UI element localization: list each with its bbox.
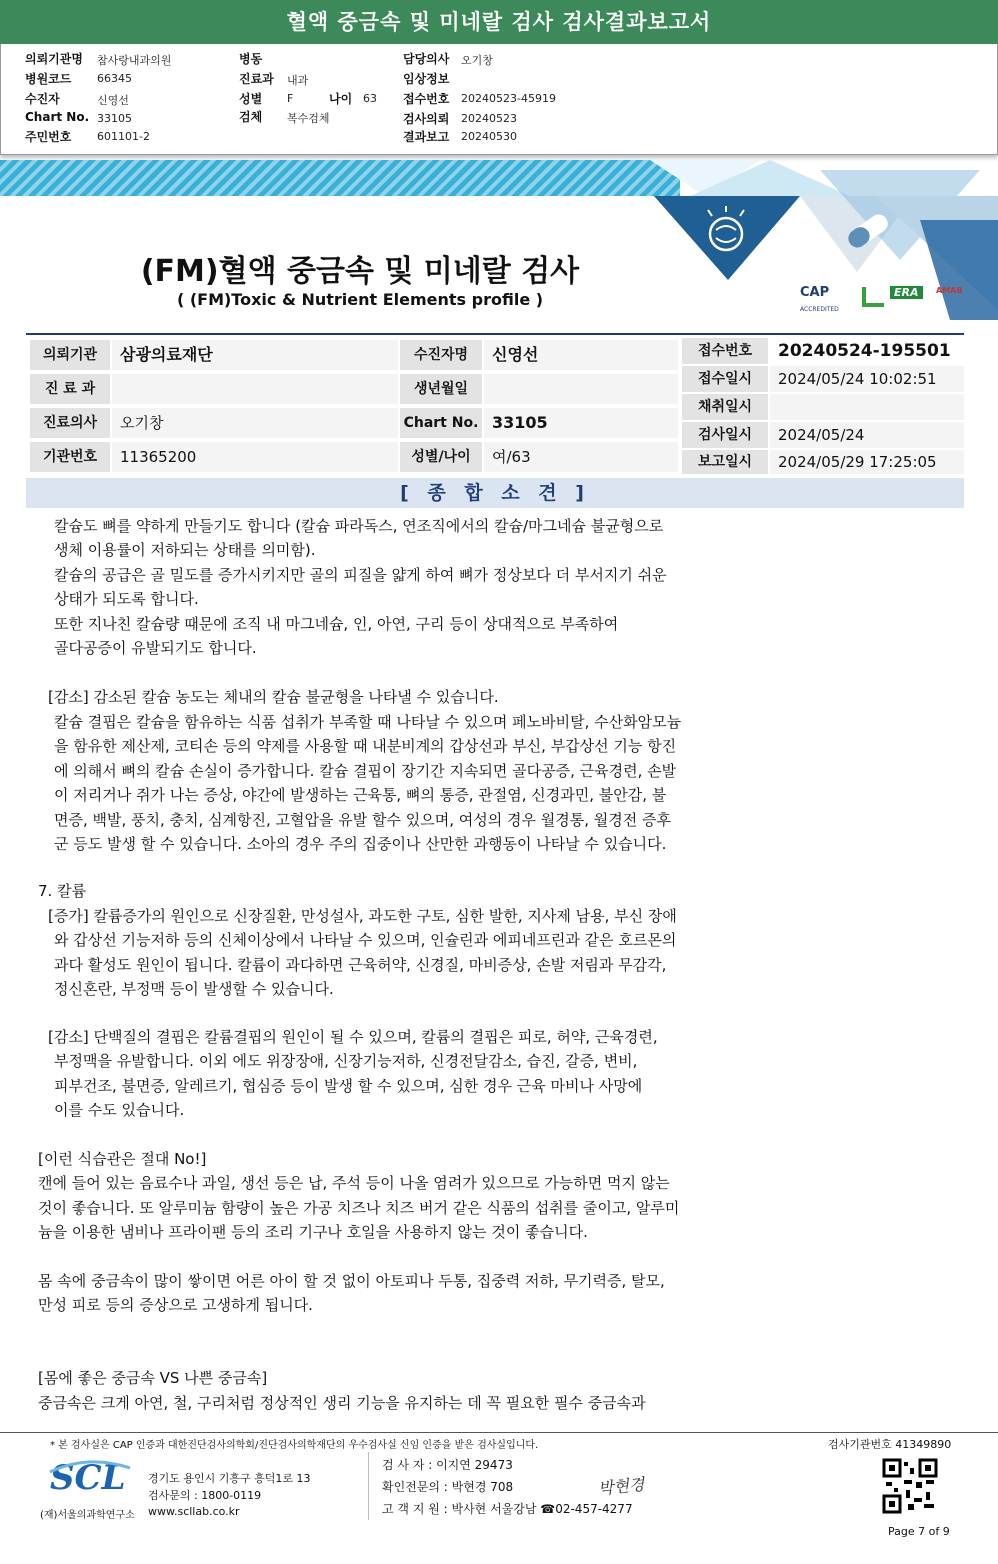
info-label: 보고일시 <box>682 450 768 474</box>
header-label: 검체 <box>239 110 263 124</box>
footer-notice: * 본 검사실은 CAP 인증과 대한진단검사의학회/진단검사의학재단의 우수검사실 신임 인증을 받은 검사실입니다. <box>50 1440 539 1451</box>
body-line: 과다 활성도 원인이 됩니다. 칼륨이 과다하면 근육허약, 신경질, 마비증상, 손발 저림과 무감각, <box>54 956 667 974</box>
body-line: 이를 수도 있습니다. <box>54 1101 185 1119</box>
info-value: 2024/05/24 <box>770 422 964 448</box>
info-value <box>770 394 964 420</box>
info-label: 성별/나이 <box>400 442 482 472</box>
table-top-border <box>26 333 964 335</box>
body-line: 생체 이용률이 저하되는 상태를 의미함). <box>54 541 316 559</box>
info-label: 접수일시 <box>682 366 768 392</box>
body-line: 칼슘 결핍은 칼슘을 함유하는 식품 섭취가 부족할 때 나타날 수 있으며 페노바비탈, 수산화암모늄 <box>54 713 682 731</box>
info-value: 오기창 <box>112 408 398 438</box>
header-value: F <box>287 92 294 105</box>
info-label: 수진자명 <box>400 340 482 370</box>
info-label: 검사일시 <box>682 422 768 448</box>
lab-address: 경기도 용인시 기흥구 흥덕1로 13 <box>148 1472 311 1485</box>
info-label: 생년월일 <box>400 374 482 404</box>
report-header-box <box>0 44 998 155</box>
header-label: 임상정보 <box>403 72 450 86</box>
cap-logo-subtext: ACCREDITED <box>800 306 839 313</box>
body-line: 칼슘의 공급은 골 밀도를 증가시키지만 골의 피질을 얇게 하여 뼈가 정상보다 더 부서지기 쉬운 <box>54 566 667 584</box>
header-label: 결과보고 <box>403 130 450 144</box>
header-label: 접수번호 <box>403 92 450 106</box>
info-value: 신영선 <box>484 340 678 370</box>
signature: 박현경 <box>597 1474 646 1499</box>
body-line: 몸 속에 중금속이 많이 쌓이면 어른 아이 할 것 없이 아토피나 두통, 집중력 저하, 무기력증, 탈모, <box>38 1272 665 1290</box>
page-subtitle: ( (FM)Toxic & Nutrient Elements profile ) <box>176 290 544 309</box>
header-value: 내과 <box>287 74 309 87</box>
info-label: 채취일시 <box>682 394 768 420</box>
header-value: 20240523-45919 <box>461 92 556 105</box>
body-line: 에 의해서 뼈의 칼슘 손실이 증가합니다. 칼슘 결핍이 장기간 지속되면 골다공증, 근육경련, 손발 <box>54 762 677 780</box>
info-value: 여/63 <box>484 442 678 472</box>
header-value: 66345 <box>97 72 132 85</box>
header-value: 20240530 <box>461 130 517 143</box>
body-line: 것이 좋습니다. 또 알루미늄 함량이 높은 가공 치즈나 치즈 버거 같은 식품의 섭취를 줄이고, 알루미 <box>38 1199 680 1217</box>
info-value <box>484 374 678 404</box>
qr-code-icon <box>882 1458 938 1514</box>
info-label: 진 료 과 <box>30 374 110 404</box>
cap-logo <box>800 285 839 315</box>
info-label: 접수번호 <box>682 338 768 364</box>
lab-website[interactable]: www.scllab.co.kr <box>148 1505 240 1518</box>
info-value: 33105 <box>484 408 678 438</box>
footer-separator <box>368 1452 369 1520</box>
report-title-banner: 혈액 중금속 및 미네랄 검사 검사결과보고서 <box>0 0 998 44</box>
header-value: 601101-2 <box>97 130 150 143</box>
section-heading: 7. 칼륨 <box>38 882 87 900</box>
header-value: 20240523 <box>461 112 517 125</box>
info-label: 진료의사 <box>30 408 110 438</box>
header-label: 병동 <box>239 52 263 66</box>
body-line: 상태가 되도록 합니다. <box>54 590 199 608</box>
page-number: Page 7 of 9 <box>888 1525 950 1538</box>
body-line: 면증, 백발, 풍치, 충치, 심계항진, 고혈압을 유발 할수 있으며, 여성의 경우 월경통, 월경전 증후 <box>54 811 672 829</box>
body-line: [감소] 단백질의 결핍은 칼륨결핍의 원인이 될 수 있으며, 칼륨의 결핍은 피로, 허약, 근육경련, <box>48 1028 658 1046</box>
amab-logo: AMAB <box>936 286 963 295</box>
info-label: Chart No. <box>400 408 482 438</box>
era-logo: ERA <box>890 286 923 299</box>
decorative-stripe-band <box>0 160 680 196</box>
section-heading: [이런 식습관은 절대 No!] <box>38 1150 207 1168</box>
body-line: 이 저리거나 쥐가 나는 증상, 야간에 발생하는 근육통, 뼈의 통증, 관절염, 신경과민, 불안감, 불 <box>54 786 667 804</box>
header-label: 검사의뢰 <box>403 112 450 126</box>
lab-number: 검사기관번호 41349890 <box>828 1438 952 1451</box>
header-age-label: 나이 <box>329 92 353 106</box>
body-line: [감소] 감소된 칼슘 농도는 체내의 칼슘 불균형을 나타낼 수 있습니다. <box>48 688 499 706</box>
scl-logo-swoosh <box>48 1458 132 1498</box>
examiner: 검 사 자 : 이지연 29473 <box>382 1458 513 1472</box>
lab-inquiry: 검사문의 : 1800-0119 <box>148 1489 262 1502</box>
header-label: 주민번호 <box>25 130 72 144</box>
body-line: 와 갑상선 기능저하 등의 신체이상에서 나타날 수 있으며, 인슐린과 에피네프린과 같은 호르몬의 <box>54 931 677 949</box>
body-line: 늄을 이용한 냄비나 프라이팬 등의 조리 기구나 호일을 사용하지 않는 것이 좋습니다. <box>38 1223 588 1241</box>
info-value: 2024/05/29 17:25:05 <box>770 450 964 474</box>
body-line: 칼슘도 뼈를 약하게 만들기도 합니다 (칼슘 파라독스, 연조직에서의 칼슘/마그네슘 불균형으로 <box>54 517 664 535</box>
section-heading: [몸에 좋은 중금속 VS 나쁜 중금속] <box>38 1369 268 1387</box>
body-line: 만성 피로 등의 증상으로 고생하게 됩니다. <box>38 1296 313 1314</box>
lm-logo-mark <box>862 287 884 307</box>
body-line: 피부건조, 불면증, 알레르기, 협심증 등이 발생 할 수 있으며, 심한 경우 근육 마비나 사망에 <box>54 1077 643 1095</box>
footer-divider <box>0 1432 998 1433</box>
header-value: 참사랑내과의원 <box>97 54 172 67</box>
info-value <box>112 374 398 404</box>
header-label: 의뢰기관명 <box>25 52 83 66</box>
header-label: 성별 <box>239 92 263 106</box>
info-value: 20240524-195501 <box>770 338 964 364</box>
info-label: 의뢰기관 <box>30 340 110 370</box>
header-age-value: 63 <box>363 92 377 105</box>
header-label: Chart No. <box>25 110 90 124</box>
header-label: 담당의사 <box>403 52 450 66</box>
cap-logo-text: CAP <box>800 285 830 300</box>
body-line: 중금속은 크게 아연, 철, 구리처럼 정상적인 생리 기능을 유지하는 데 꼭 필요한 필수 중금속과 <box>38 1394 646 1412</box>
header-value: 신영선 <box>97 94 129 107</box>
scl-logo-caption: (재)서울의과학연구소 <box>40 1510 135 1521</box>
confirming-specialist: 확인전문의 : 박현경 708 <box>382 1480 514 1494</box>
header-label: 진료과 <box>239 72 274 86</box>
customer-support: 고 객 지 원 : 박사현 서울강남 ☎02-457-4277 <box>382 1502 633 1516</box>
header-value: 33105 <box>97 112 132 125</box>
info-value: 2024/05/24 10:02:51 <box>770 366 964 392</box>
body-line: 골다공증이 유발되기도 합니다. <box>54 639 257 657</box>
body-line: 또한 지나친 칼슘량 때문에 조직 내 마그네슘, 인, 아연, 구리 등이 상대적으로 부족하여 <box>54 615 619 633</box>
info-label: 기관번호 <box>30 442 110 472</box>
scl-logo: SCL <box>50 1458 126 1498</box>
body-line: [증가] 칼륨증가의 원인으로 신장질환, 만성설사, 과도한 구토, 심한 발한, 지사제 남용, 부신 장애 <box>48 907 677 925</box>
header-value: 오기창 <box>461 54 493 67</box>
page-title: (FM)혈액 중금속 및 미네랄 검사 <box>140 254 580 289</box>
body-line: 군 등도 발생 할 수 있습니다. 소아의 경우 주의 집중이나 산만한 과행동이 나타날 수 있습니다. <box>54 835 667 853</box>
triangle-shape <box>920 220 998 320</box>
summary-opinion-header: [ 종 합 소 견 ] <box>26 478 964 508</box>
body-line: 캔에 들어 있는 음료수나 과일, 생선 등은 납, 주석 등이 나올 염려가 있으므로 가능하면 먹지 않는 <box>38 1174 670 1192</box>
info-value: 11365200 <box>112 442 398 472</box>
body-line: 부정맥을 유발합니다. 이외 에도 위장장애, 신장기능저하, 신경전달감소, 습진, 갈증, 변비, <box>54 1052 638 1070</box>
body-line: 을 함유한 제산제, 코티손 등의 약제를 사용할 때 내분비계의 갑상선과 부신, 부갑상선 기능 항진 <box>54 737 677 755</box>
info-value: 삼광의료재단 <box>112 340 398 370</box>
header-value: 복수검체 <box>287 112 330 125</box>
header-label: 수진자 <box>25 92 60 106</box>
header-label: 병원코드 <box>25 72 72 86</box>
body-line: 정신혼란, 부정맥 등이 발생할 수 있습니다. <box>54 980 334 998</box>
